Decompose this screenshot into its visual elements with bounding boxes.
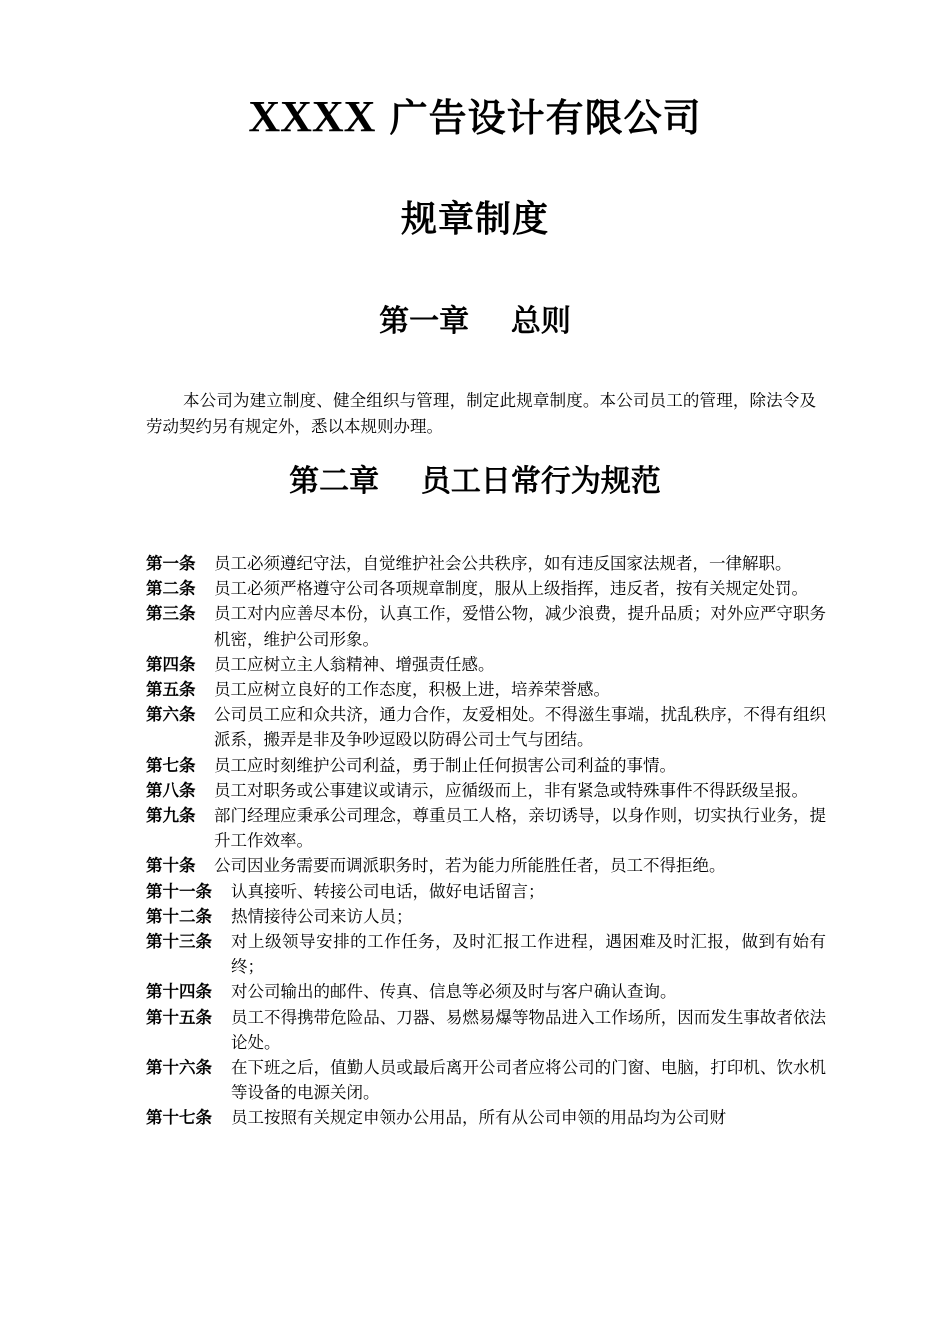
article-text: 员工对内应善尽本份，认真工作，爱惜公物，减少浪费，提升品质；对外应严守职务机密，维护公司形象。: [214, 604, 826, 649]
chapter-2-title: 员工日常行为规范: [420, 464, 661, 499]
article-list: [146, 551, 826, 1131]
article-item: [146, 904, 826, 929]
article-text: 员工必须严格遵守公司各项规章制度，服从上级指挥，违反者，按有关规定处罚。: [214, 579, 808, 599]
chapter-1-title: 总则: [510, 304, 571, 339]
article-text: 对公司输出的邮件、传真、信息等必须及时与客户确认查询。: [231, 982, 677, 1002]
article-number: 第十四条: [146, 982, 212, 1002]
article-number: 第四条: [146, 654, 196, 674]
article-text: 员工不得携带危险品、刀器、易燃易爆等物品进入工作场所，因而发生事故者依法论处。: [231, 1007, 826, 1052]
article-item: [146, 1105, 826, 1130]
article-item: [146, 803, 826, 853]
article-text: 对上级领导安排的工作任务，及时汇报工作进程，遇困难及时汇报，做到有始有终；: [231, 932, 826, 977]
article-item: [146, 576, 826, 601]
company-title: [0, 90, 950, 145]
article-text: 公司员工应和众共济，通力合作，友爱相处。不得滋生事端，扰乱秩序，不得有组织派系，搬弄是非及争吵逗殴以防碍公司士气与团结。: [214, 705, 826, 750]
article-number: 第二条: [146, 579, 196, 599]
article-item: [146, 778, 826, 803]
article-text: 员工应树立主人翁精神、增强责任感。: [214, 654, 495, 674]
article-item: [146, 979, 826, 1004]
article-item: [146, 601, 826, 651]
article-number: 第十条: [146, 856, 196, 876]
document-title: 规章制度: [400, 198, 549, 240]
article-text: 认真接听、转接公司电话，做好电话留言；: [231, 881, 545, 901]
article-number: 第一条: [146, 554, 196, 573]
article-item: [146, 1005, 826, 1055]
article-item: [146, 551, 826, 576]
article-text: 在下班之后，值勤人员或最后离开公司者应将公司的门窗、电脑，打印机、饮水机等设备的电源关闭。: [231, 1058, 826, 1103]
article-item: [146, 929, 826, 979]
article-text: 员工对职务或公事建议或请示，应循级而上，非有紧急或特殊事件不得跃级呈报。: [214, 780, 808, 800]
article-item: [146, 853, 826, 878]
intro-paragraph: 本公司为建立制度、健全组织与管理，制定此规章制度。本公司员工的管理，除法令及劳动契约另有规定外，悉以本规则办理。: [146, 391, 816, 436]
article-number: 第十七条: [146, 1108, 212, 1128]
article-number: 第十二条: [146, 906, 212, 926]
chapter-2-label: 第二章: [289, 464, 380, 499]
article-item: [146, 753, 826, 778]
article-text: 员工必须遵纪守法，自觉维护社会公共秩序，如有违反国家法规者，一律解职。: [214, 554, 792, 573]
article-number: 第十五条: [146, 1007, 212, 1027]
article-number: 第三条: [146, 604, 196, 624]
article-text: 员工按照有关规定申领办公用品，所有从公司申领的用品均为公司财: [231, 1108, 726, 1128]
article-text: 公司因业务需要而调派职务时，若为能力所能胜任者，员工不得拒绝。: [214, 856, 726, 876]
article-number: 第七条: [146, 755, 196, 775]
article-item: [146, 1055, 826, 1105]
article-number: 第十一条: [146, 881, 212, 901]
article-number: 第八条: [146, 780, 196, 800]
article-text: 热情接待公司来访人员；: [231, 906, 413, 926]
article-text: 员工应时刻维护公司利益，勇于制止任何损害公司利益的事情。: [214, 755, 676, 775]
article-item: [146, 652, 826, 677]
article-item: [146, 879, 826, 904]
chapter-1-heading: [0, 300, 950, 344]
chapter-1-label: 第一章: [379, 304, 470, 339]
chapter-2-heading: [0, 460, 950, 504]
article-text: 部门经理应秉承公司理念，尊重员工人格，亲切诱导，以身作则，切实执行业务，提升工作效率。: [214, 806, 826, 851]
company-title-name: 广告设计有限公司: [389, 95, 702, 140]
article-item: [146, 702, 826, 752]
article-number: 第六条: [146, 705, 196, 725]
article-item: [146, 677, 826, 702]
article-number: 第十六条: [146, 1058, 212, 1078]
article-number: 第五条: [146, 680, 196, 700]
article-number: 第九条: [146, 806, 196, 826]
company-title-latin: XXXX: [248, 92, 376, 141]
article-text: 员工应树立良好的工作态度，积极上进，培养荣誉感。: [214, 680, 610, 700]
article-number: 第十三条: [146, 932, 212, 952]
